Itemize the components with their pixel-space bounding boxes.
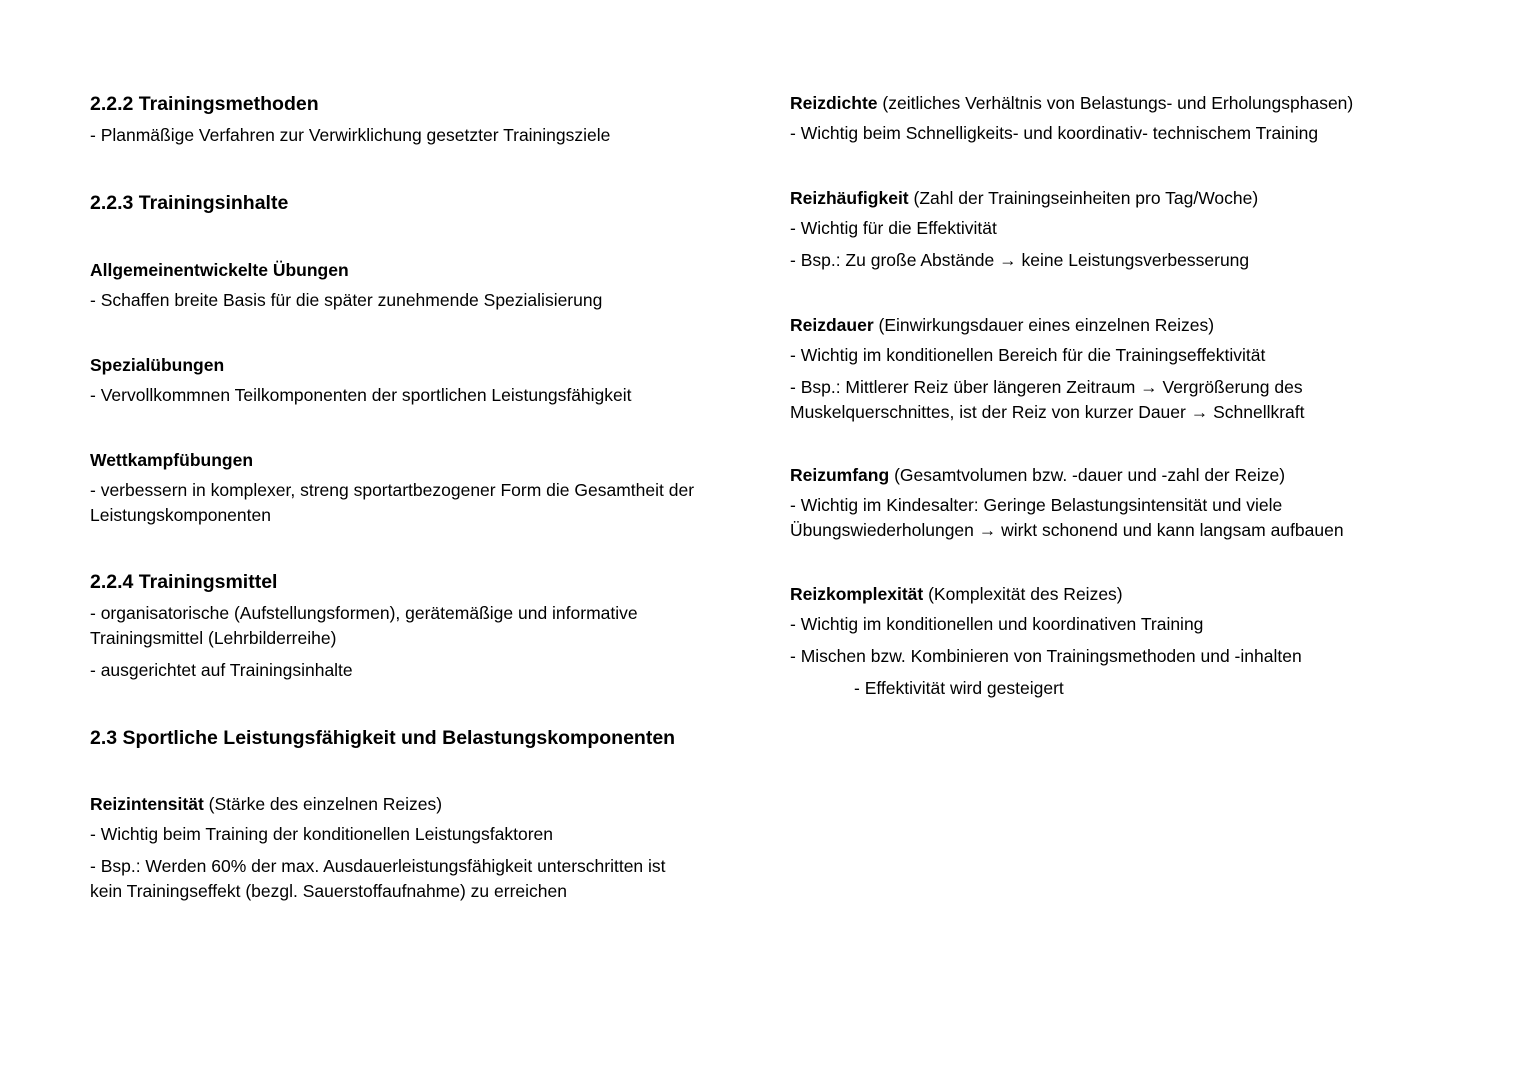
term-definition: (zeitliches Verhältnis von Belastungs- und Erholungsphasen) xyxy=(882,93,1354,113)
subsection-heading xyxy=(790,314,1430,336)
term: Reizkomplexität xyxy=(790,584,924,604)
subsection-heading xyxy=(790,464,1430,486)
text-line: Leistungskomponenten xyxy=(90,505,271,525)
text-line: Übungswiederholungen → wirkt schonend und kann langsam aufbauen xyxy=(790,520,1344,540)
text-line: - Wichtig im konditionellen Bereich für die Trainingseffektivität xyxy=(790,345,1266,365)
section-heading: 2.2.3 Trainingsinhalte xyxy=(90,192,289,214)
term: Reizintensität xyxy=(90,794,204,814)
text-line: Muskelquerschnittes, ist der Reiz von kurzer Dauer → Schnellkraft xyxy=(790,402,1305,422)
text-line: - organisatorische (Aufstellungsformen), gerätemäßige und informative xyxy=(90,603,638,623)
subsection-heading: Spezialübungen xyxy=(90,355,225,375)
subsection-reizumfang xyxy=(790,464,1430,543)
text-line: - Wichtig im konditionellen und koordinativen Training xyxy=(790,614,1204,634)
subsection-heading xyxy=(790,92,1430,114)
section-2-2-3 xyxy=(90,191,750,215)
text-line: - Schaffen breite Basis für die später zunehmende Spezialisierung xyxy=(90,290,603,310)
text-line: - Mischen bzw. Kombinieren von Trainingsmethoden und -inhalten xyxy=(790,646,1302,666)
text-line-indented: - Effektivität wird gesteigert xyxy=(854,678,1064,698)
term-definition: (Einwirkungsdauer eines einzelnen Reizes) xyxy=(878,315,1215,335)
subsection-heading: Wettkampfübungen xyxy=(90,450,254,470)
text-line: - Planmäßige Verfahren zur Verwirklichung gesetzter Trainingsziele xyxy=(90,125,611,145)
term: Reizhäufigkeit xyxy=(790,188,909,208)
subsection-reizkomplexitaet xyxy=(790,583,1430,701)
section-heading: 2.2.2 Trainingsmethoden xyxy=(90,93,319,115)
section-heading: 2.3 Sportliche Leistungsfähigkeit und Belastungskomponenten xyxy=(90,727,676,749)
text-line: - Bsp.: Mittlerer Reiz über längeren Zeitraum → Vergrößerung des xyxy=(790,377,1303,397)
text-line: - Wichtig beim Schnelligkeits- und koordinativ- technischem Training xyxy=(790,123,1319,143)
subsection-reizdauer xyxy=(790,314,1430,425)
text-line: - Bsp.: Werden 60% der max. Ausdauerleistungsfähigkeit unterschritten ist xyxy=(90,856,666,876)
term: Reizdauer xyxy=(790,315,874,335)
section-2-3 xyxy=(90,726,750,750)
section-2-2-4 xyxy=(90,570,750,683)
subsection-reizhaeufigkeit xyxy=(790,187,1430,273)
subsection-heading xyxy=(90,793,750,815)
subsection-heading xyxy=(790,187,1430,209)
text-line: kein Trainingseffekt (bezgl. Sauerstoffaufnahme) zu erreichen xyxy=(90,881,567,901)
text-line: Trainingsmittel (Lehrbilderreihe) xyxy=(90,628,337,648)
term-definition: (Gesamtvolumen bzw. -dauer und -zahl der Reize) xyxy=(894,465,1286,485)
section-heading: 2.2.4 Trainingsmittel xyxy=(90,571,278,593)
term: Reizumfang xyxy=(790,465,890,485)
term: Reizdichte xyxy=(790,93,878,113)
subsection-spezial xyxy=(90,354,750,408)
section-2-2-2 xyxy=(90,92,750,148)
text-line: - Bsp.: Zu große Abstände → keine Leistungsverbesserung xyxy=(790,250,1250,270)
term-definition: (Komplexität des Reizes) xyxy=(928,584,1123,604)
term-definition: (Stärke des einzelnen Reizes) xyxy=(208,794,443,814)
text-line: - Wichtig beim Training der konditionellen Leistungsfaktoren xyxy=(90,824,554,844)
text-line: - Vervollkommnen Teilkomponenten der sportlichen Leistungsfähigkeit xyxy=(90,385,632,405)
text-line: - Wichtig im Kindesalter: Geringe Belastungsintensität und viele xyxy=(790,495,1283,515)
term-definition: (Zahl der Trainingseinheiten pro Tag/Woche) xyxy=(913,188,1259,208)
subsection-heading: Allgemeinentwickelte Übungen xyxy=(90,260,349,280)
subsection-wettkampf xyxy=(90,449,750,528)
text-line: - Wichtig für die Effektivität xyxy=(790,218,997,238)
text-line: - ausgerichtet auf Trainingsinhalte xyxy=(90,660,353,680)
subsection-heading xyxy=(790,583,1430,605)
text-line: - verbessern in komplexer, streng sportartbezogener Form die Gesamtheit der xyxy=(90,480,695,500)
subsection-allgemein xyxy=(90,259,750,313)
subsection-reizintensitaet xyxy=(90,793,750,904)
subsection-reizdichte xyxy=(790,92,1430,146)
